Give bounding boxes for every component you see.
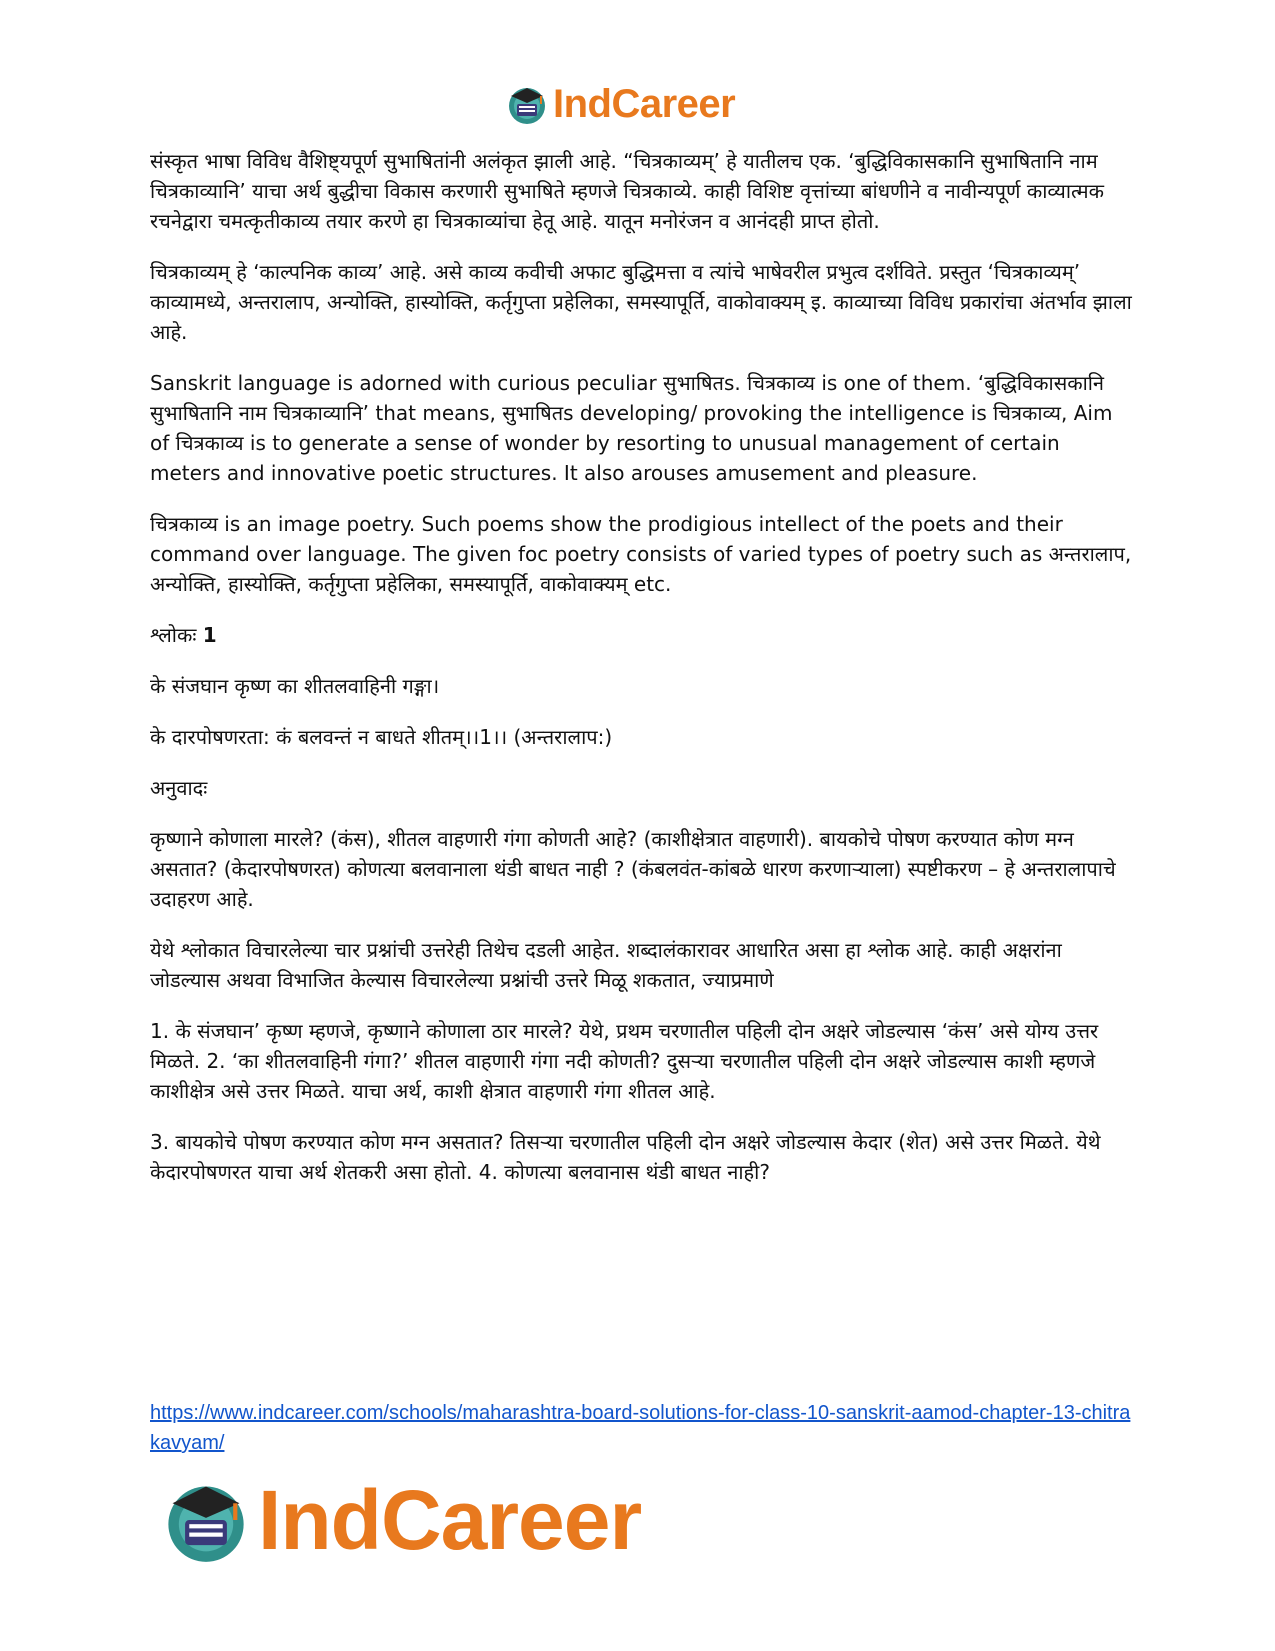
intro-paragraph-4: चित्रकाव्य is an image poetry. Such poems show the prodigious intellect of the poets and their command over language. The given foc poetry consists of varied types of poetry such as अन्तरालाप, अन्योक्ति, हास्योक्ति, कर्तृगुप्ता प्रहेलिका, समस्यापूर्ति, वाकोवाक्यम् etc. [150,512,1132,596]
intro-paragraph-2: चित्रकाव्यम् हे ‘काल्पनिक काव्य’ आहे. असे काव्य कवीची अफाट बुद्धिमत्ता व त्यांचे भाषेवरील प्रभुत्व दर्शविते. प्रस्तुत ‘चित्रकाव्यम्’ काव्यामध्ये, अन्तरालाप, अन्योक्ति, हास्योक्ति, कर्तृगुप्ता प्रहेलिका, समस्यापूर्ति, वाकोवाक्यम् इ. काव्याच्या विविध प्रकारांचा अंतर्भाव झाला आहे. [150,260,1132,344]
shloka-label: श्लोकः [150,623,197,647]
document-body [150,146,1135,1208]
shloka-heading [150,620,1135,650]
verse-line-1: के संजघान कृष्ण का शीतलवाहिनी गङ्गा। [150,674,440,698]
logo-wordmark: IndCareer [258,1472,642,1567]
graduation-cap-globe-icon [505,82,549,126]
intro-paragraph-1: संस्कृत भाषा विविध वैशिष्ट्यपूर्ण सुभाषितांनी अलंकृत झाली आहे. “चित्रकाव्यम्’ हे यातीलच एक. ‘बुद्धिविकासकानि सुभाषितानि नाम चित्रकाव्यानि’ याचा अर्थ बुद्धीचा विकास करणारी सुभाषिते म्हणजे चित्रकाव्ये. काही विशिष्ट वृत्तांच्या बांधणीने व नावीन्यपूर्ण काव्यात्मक रचनेद्वारा चमत्कृतीकाव्य तयार करणे हा चित्रकाव्यांचा हेतू आहे. यातून मनोरंजन व आनंदही प्राप्त होतो. [150,149,1104,233]
shloka-number: 1 [202,623,217,647]
logo-wordmark: IndCareer [553,81,736,126]
verse-line-2: के दारपोषणरता: कं बलवन्तं न बाधते शीतम्।।1।। (अन्तरालाप:) [150,725,613,749]
intro-paragraph-3: Sanskrit language is adorned with curious peculiar सुभाषितs. चित्रकाव्य is one of them. ‘बुद्धिविकासकानि सुभाषितानि नाम चित्रकाव्यानि’ that means, सुभाषितs developing/ provoking the intelligence is चित्रकाव्य, Aim of चित्रकाव्य is to generate a sense of wonder by resorting to unusual management of certain meters and innovative poetic structures. It also arouses amusement and pleasure. [150,371,1113,485]
translation-label: अनुवादः [150,776,208,800]
indcareer-logo-header [505,80,735,128]
explanation-paragraph-3: 1. के संजघान’ कृष्ण म्हणजे, कृष्णाने कोणाला ठार मारले? येथे, प्रथम चरणातील पहिली दोन अक्षरे जोडल्यास ‘कंस’ असे योग्य उत्तर मिळते. 2. ‘का शीतलवाहिनी गंगा?’ शीतल वाहणारी गंगा नदी कोणती? दुसऱ्या चरणातील पहिली दोन अक्षरे जोडल्यास काशी म्हणजे काशीक्षेत्र असे उत्तर मिळते. याचा अर्थ, काशी क्षेत्रात वाहणारी गंगा शीतल आहे. [150,1019,1099,1103]
source-url-link[interactable]: https://www.indcareer.com/schools/maharashtra-board-solutions-for-class-10-sanskrit-aamod-chapter-13-chitrakavyam/ [150,1402,1131,1454]
indcareer-logo-footer [160,1470,641,1570]
explanation-paragraph-4: 3. बायकोचे पोषण करण्यात कोण मग्न असतात? तिसऱ्या चरणातील पहिली दोन अक्षरे जोडल्यास केदार (शेत) असे उत्तर मिळते. येथे केदारपोषणरत याचा अर्थ शेतकरी असा होतो. 4. कोणत्या बलवानास थंडी बाधत नाही? [150,1130,1101,1184]
explanation-paragraph-1: कृष्णाने कोणाला मारले? (कंस), शीतल वाहणारी गंगा कोणती आहे? (काशीक्षेत्रात वाहणारी). बायकोचे पोषण करण्यात कोण मग्न असतात? (केदारपोषणरत) कोणत्या बलवानाला थंडी बाधत नाही ? (कंबलवंत-कांबळे धारण करणाऱ्याला) स्पष्टीकरण – हे अन्तरालापाचे उदाहरण आहे. [150,827,1116,911]
graduation-cap-globe-icon [160,1474,252,1566]
explanation-paragraph-2: येथे श्लोकात विचारलेल्या चार प्रश्नांची उत्तरेही तिथेच दडली आहेत. शब्दालंकारावर आधारित असा हा श्लोक आहे. काही अक्षरांना जोडल्यास अथवा विभाजित केल्यास विचारलेल्या प्रश्नांची उत्तरे मिळू शकतात, ज्याप्रमाणे [150,938,1062,992]
